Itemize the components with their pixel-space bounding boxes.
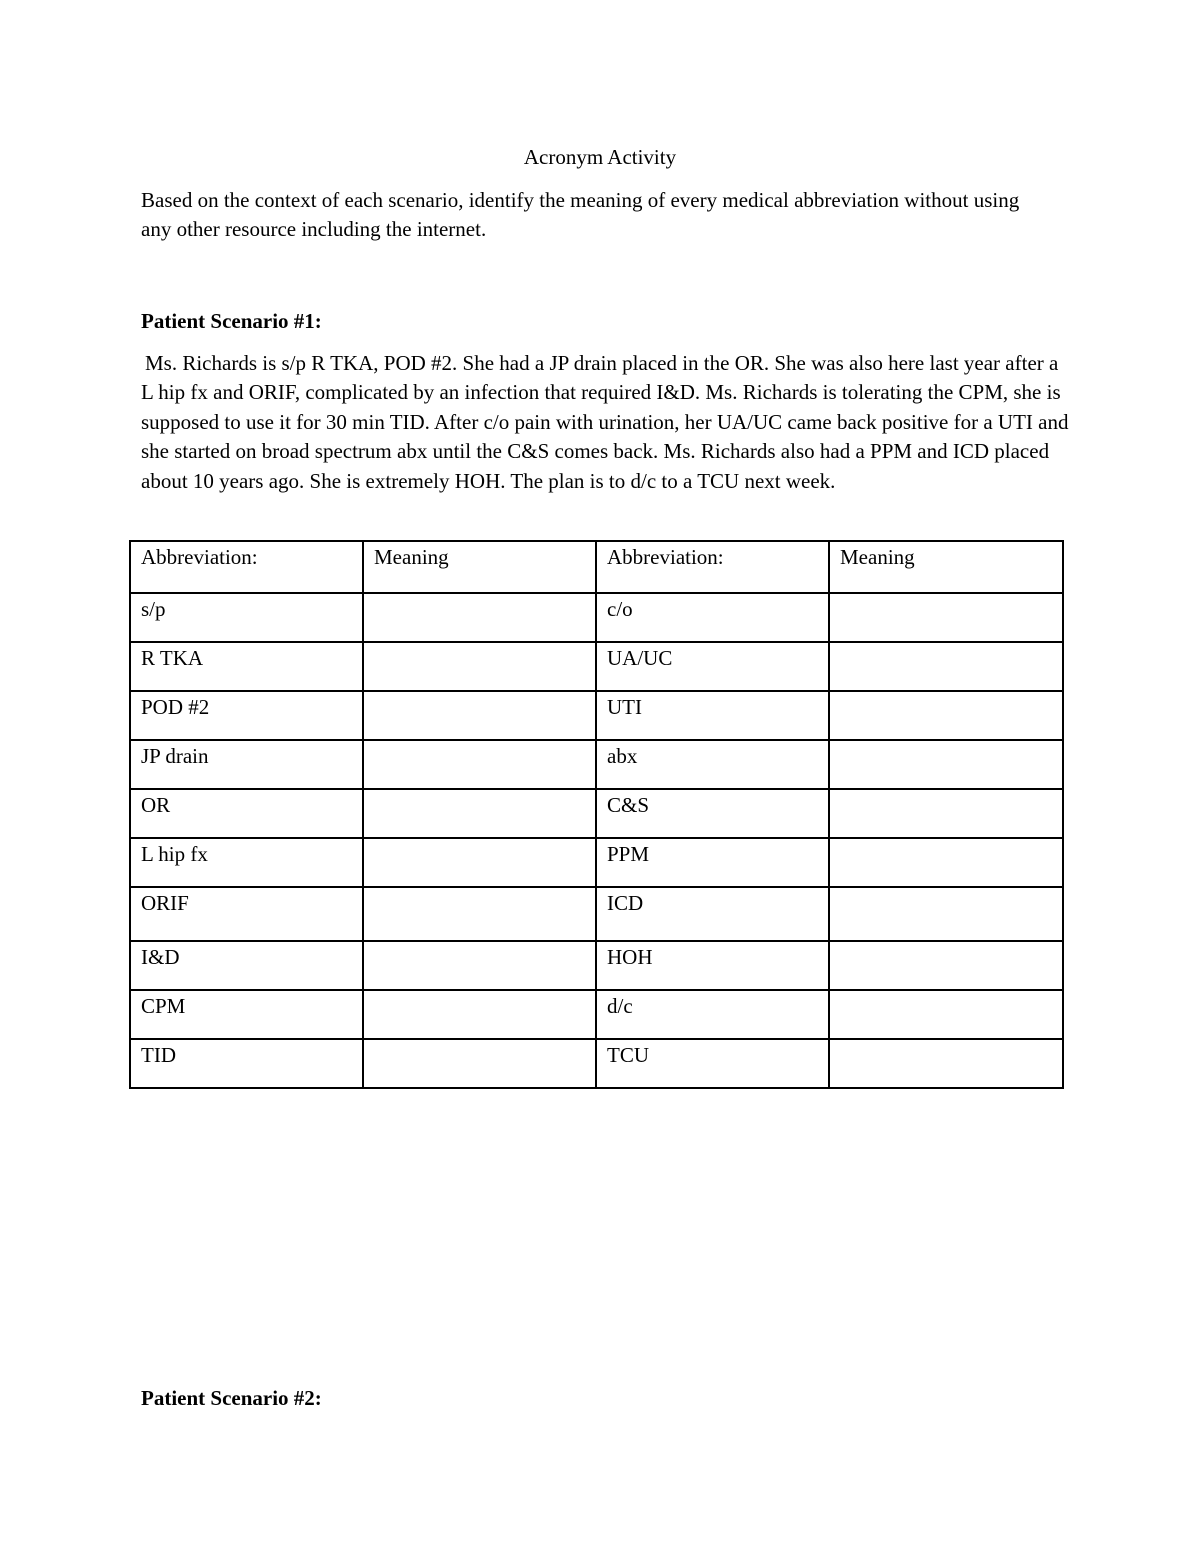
meaning-cell[interactable] <box>829 941 1063 990</box>
table-row <box>130 789 1063 838</box>
table-row <box>130 1039 1063 1088</box>
meaning-cell[interactable] <box>363 990 596 1039</box>
header-meaning-right: Meaning <box>829 541 1063 593</box>
header-abbreviation-left: Abbreviation: <box>130 541 363 593</box>
page-title: Acronym Activity <box>523 145 677 169</box>
meaning-cell[interactable] <box>363 887 596 941</box>
abbreviation-cell: UA/UC <box>596 642 829 691</box>
abbreviation-cell: ICD <box>596 887 829 941</box>
abbreviation-cell: POD #2 <box>130 691 363 740</box>
meaning-cell[interactable] <box>363 789 596 838</box>
table-row <box>130 990 1063 1039</box>
abbreviation-cell: c/o <box>596 593 829 642</box>
scenario-1-heading: Patient Scenario #1: <box>141 309 322 333</box>
meaning-cell[interactable] <box>829 887 1063 941</box>
abbreviation-table <box>129 540 1064 1089</box>
table-row <box>130 691 1063 740</box>
abbreviation-cell: ORIF <box>130 887 363 941</box>
meaning-cell[interactable] <box>829 1039 1063 1088</box>
table-row <box>130 593 1063 642</box>
abbreviation-cell: C&S <box>596 789 829 838</box>
abbreviation-cell: s/p <box>130 593 363 642</box>
abbreviation-cell: d/c <box>596 990 829 1039</box>
meaning-cell[interactable] <box>829 789 1063 838</box>
abbreviation-cell: OR <box>130 789 363 838</box>
meaning-cell[interactable] <box>363 838 596 887</box>
meaning-cell[interactable] <box>363 642 596 691</box>
table-row <box>130 941 1063 990</box>
table-header-row <box>130 541 1063 593</box>
meaning-cell[interactable] <box>829 691 1063 740</box>
abbreviation-cell: JP drain <box>130 740 363 789</box>
meaning-cell[interactable] <box>363 593 596 642</box>
header-meaning-left: Meaning <box>363 541 596 593</box>
meaning-cell[interactable] <box>829 642 1063 691</box>
table-row <box>130 838 1063 887</box>
abbreviation-cell: R TKA <box>130 642 363 691</box>
abbreviation-cell: I&D <box>130 941 363 990</box>
meaning-cell[interactable] <box>363 691 596 740</box>
meaning-cell[interactable] <box>829 740 1063 789</box>
abbreviation-cell: TCU <box>596 1039 829 1088</box>
abbreviation-cell: CPM <box>130 990 363 1039</box>
abbreviation-cell: HOH <box>596 941 829 990</box>
abbreviation-cell: abx <box>596 740 829 789</box>
meaning-cell[interactable] <box>829 990 1063 1039</box>
meaning-cell[interactable] <box>363 1039 596 1088</box>
abbreviation-cell: PPM <box>596 838 829 887</box>
instructions-text: Based on the context of each scenario, identify the meaning of every medical abbreviation without using any other resource including the internet. <box>141 188 1020 241</box>
abbreviation-cell: L hip fx <box>130 838 363 887</box>
table-row <box>130 740 1063 789</box>
table-row <box>130 887 1063 941</box>
meaning-cell[interactable] <box>829 593 1063 642</box>
abbreviation-cell: UTI <box>596 691 829 740</box>
abbreviation-cell: TID <box>130 1039 363 1088</box>
table-row <box>130 642 1063 691</box>
meaning-cell[interactable] <box>829 838 1063 887</box>
header-abbreviation-right: Abbreviation: <box>596 541 829 593</box>
scenario-1-text: Ms. Richards is s/p R TKA, POD #2. She had a JP drain placed in the OR. She was also here last year after a L hip fx and ORIF, complicated by an infection that required I&D. Ms. Richards is tolerating the CPM, she is supposed to use it for 30 min TID. After c/o pain with urination, her UA/UC came back positive for a UTI and she started on broad spectrum abx until the C&S comes back. Ms. Richards also had a PPM and ICD placed about 10 years ago. She is extremely HOH. The plan is to d/c to a TCU next week. <box>141 351 1069 493</box>
scenario-2-heading: Patient Scenario #2: <box>141 1386 322 1410</box>
meaning-cell[interactable] <box>363 740 596 789</box>
meaning-cell[interactable] <box>363 941 596 990</box>
